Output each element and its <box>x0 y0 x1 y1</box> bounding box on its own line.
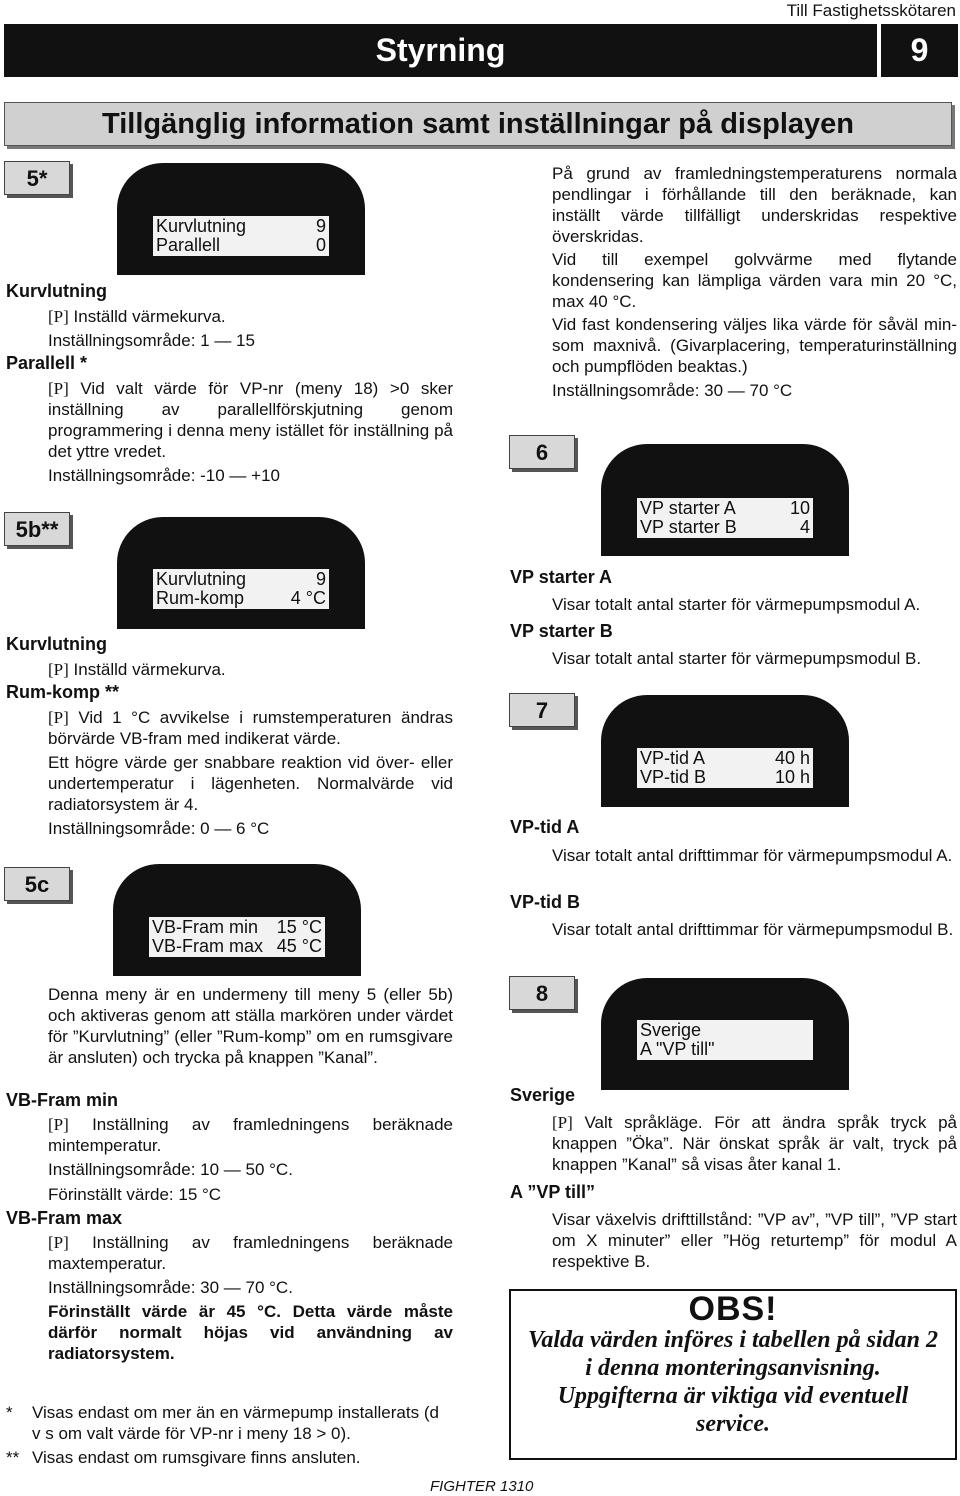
display-screen <box>153 569 329 609</box>
item-desc <box>48 1232 453 1274</box>
menu-tag-label: 7 <box>535 697 549 723</box>
item-range: Inställningsområde: 30 — 70 °C. <box>48 1278 293 1297</box>
display-label: VB-Fram max <box>152 936 264 956</box>
item-desc: Visar totalt antal starter för värmepumpsmodul B. <box>552 649 922 668</box>
obs-text: Valda värden införes i tabellen på sidan 2 i denna monteringsanvisning. Uppgifterna är viktiga vid eventuell service. <box>527 1327 939 1437</box>
display-label: VB-Fram min <box>152 917 259 937</box>
item-text: Inställning av framledningens beräknade mintemperatur. <box>48 1115 453 1155</box>
section-title-bar <box>4 24 877 77</box>
item-desc <box>48 707 453 749</box>
item-note: Förinställt värde är 45 °C. Detta värde måste därför normalt höjas vid användning av radiatorsystem. <box>48 1302 453 1363</box>
item-heading-vp-tid-b: VP-tid B <box>510 892 580 912</box>
display-row <box>156 236 326 255</box>
page-number-box <box>881 24 958 77</box>
display-panel-5 <box>117 163 365 275</box>
display-screen <box>153 216 329 256</box>
display-panel-5c <box>113 864 361 976</box>
obs-title: OBS! <box>688 1290 778 1328</box>
display-label: Kurvlutning <box>156 569 247 589</box>
display-label: VP-tid A <box>640 748 706 768</box>
display-panel-7 <box>601 695 849 807</box>
menu-tag-5b <box>4 512 70 546</box>
menu-tag-8 <box>509 976 575 1010</box>
menu-tag-5c <box>4 867 70 901</box>
item-desc <box>48 378 453 462</box>
menu-tag-label: 8 <box>535 980 549 1006</box>
item-range: Inställningsområde: 0 — 6 °C <box>48 819 270 838</box>
menu-tag-6 <box>509 435 575 469</box>
display-value: 9 <box>315 216 326 236</box>
item-range: Inställningsområde: -10 — +10 <box>48 466 280 485</box>
p-marker: [P] <box>48 379 69 398</box>
display-value: 9 <box>315 569 326 589</box>
item-heading-vp-starter-a: VP starter A <box>510 567 613 587</box>
item-heading-vb-fram-min: VB-Fram min <box>6 1090 119 1110</box>
display-label: VP starter A <box>640 498 736 518</box>
display-row <box>640 1021 810 1040</box>
menu-tag-label: 6 <box>535 439 549 465</box>
intro-paragraph: Vid till exempel golvvärme med flytande kondensering kan lämpliga värden vara min 20 °C, max 40 °C. <box>552 250 957 311</box>
item-desc: Visar totalt antal drifttimmar för värmepumpsmodul A. <box>552 846 953 865</box>
intro-paragraph: Inställningsområde: 30 — 70 °C <box>552 381 793 400</box>
display-panel-5b <box>117 517 365 629</box>
item-heading-kurvlutning: Kurvlutning <box>6 281 107 301</box>
footnote-mark: * <box>6 1403 13 1422</box>
item-desc: Visar växelvis drifttillstånd: ”VP av”, ”VP till”, ”VP start om X minuter” eller ”Hög returtemp” för modul A respektive B. <box>552 1210 957 1271</box>
footnote-text: Visas endast om mer än en värmepump installerats (d v s om valt värde för VP-nr i meny 18 > 0). <box>32 1403 439 1443</box>
p-marker: [P] <box>552 1113 573 1132</box>
item-text: Inställd värmekurva. <box>73 660 226 679</box>
page-title: Tillgänglig information samt inställningar på displayen <box>102 107 854 140</box>
item-text: Inställning av framledningens beräknade maxtemperatur. <box>48 1233 453 1273</box>
menu-tag-5 <box>4 161 70 195</box>
display-row <box>156 589 326 608</box>
item-heading-kurvlutning: Kurvlutning <box>6 634 107 654</box>
item-desc <box>48 306 458 327</box>
display-row <box>640 518 810 537</box>
item-preset: Förinställt värde: 15 °C <box>48 1185 222 1204</box>
display-screen <box>637 1020 813 1060</box>
intro-paragraph: På grund av framledningstemperaturens normala pendlingar i förhållande till den beräknade, kan inställt värde tillfälligt underskridas respektive överskridas. <box>552 164 957 246</box>
display-screen <box>637 748 813 788</box>
display-row <box>152 937 322 956</box>
display-panel-8 <box>601 978 849 1090</box>
audience-label: Till Fastighetsskötaren <box>786 1 956 20</box>
display-label: VP-tid B <box>640 767 707 787</box>
display-value: 45 °C <box>276 936 322 956</box>
item-desc: Visar totalt antal drifttimmar för värmepumpsmodul B. <box>552 920 954 939</box>
item-desc <box>552 1112 957 1175</box>
display-screen <box>149 917 325 957</box>
item-range: Inställningsområde: 1 — 15 <box>48 331 255 350</box>
display-label: A "VP till" <box>640 1039 715 1059</box>
obs-box <box>509 1289 957 1460</box>
item-extra: Ett högre värde ger snabbare reaktion vid över- eller undertemperatur i lägenheten. Normalvärde vid radiatorsystem är 4. <box>48 753 453 814</box>
display-label: Rum-komp <box>156 588 245 608</box>
display-row <box>152 918 322 937</box>
display-label: VP starter B <box>640 517 737 537</box>
display-screen <box>637 498 813 538</box>
p-marker: [P] <box>48 307 69 326</box>
p-marker: [P] <box>48 1233 69 1252</box>
intro-paragraph: Vid fast kondensering väljes lika värde för såväl min- som maxnivå. (Givarplacering, temperaturinställning och pumpflöden beaktas.) <box>552 315 957 376</box>
item-heading-vp-starter-b: VP starter B <box>510 621 613 641</box>
section-title: Styrning <box>375 32 506 68</box>
footnote-mark: ** <box>6 1448 20 1467</box>
display-panel-6 <box>601 444 849 556</box>
item-heading-parallell: Parallell * <box>6 353 88 373</box>
item-text: Vid valt värde för VP-nr (meny 18) >0 sker inställning av parallellförskjutning genom programmering i denna meny istället för inställning på det yttre vredet. <box>48 379 453 461</box>
item-heading-vp-till: A ”VP till” <box>510 1182 596 1202</box>
item-text: Inställd värmekurva. <box>73 307 226 326</box>
item-text: Valt språkläge. För att ändra språk tryck på knappen ”Öka”. När önskat språk är valt, tryck på knappen ”Kanal” så visas åter kanal 1. <box>552 1113 957 1174</box>
item-desc <box>48 1114 453 1156</box>
footer-product: FIGHTER 1310 <box>430 1478 534 1495</box>
display-value: 4 °C <box>290 588 326 608</box>
p-marker: [P] <box>48 1115 69 1134</box>
menu-tag-7 <box>509 693 575 727</box>
display-row <box>640 499 810 518</box>
item-desc: Visar totalt antal starter för värmepumpsmodul A. <box>552 595 921 614</box>
display-value: 10 <box>789 498 810 518</box>
display-row <box>640 1040 810 1059</box>
item-desc <box>48 659 226 680</box>
item-heading-sverige: Sverige <box>510 1085 576 1105</box>
display-value: 4 <box>799 517 810 537</box>
menu-tag-label: 5* <box>26 165 48 191</box>
display-label: Kurvlutning <box>156 216 247 236</box>
display-value: 15 °C <box>276 917 322 937</box>
display-row <box>156 570 326 589</box>
display-row <box>640 768 810 787</box>
item-range: Inställningsområde: 10 — 50 °C. <box>48 1160 293 1179</box>
page-number: 9 <box>910 32 929 68</box>
display-value: 0 <box>315 235 326 255</box>
item-heading-vb-fram-max: VB-Fram max <box>6 1208 123 1228</box>
display-value: 10 h <box>774 767 810 787</box>
menu-tag-label: 5b** <box>15 516 59 542</box>
menu-intro: Denna meny är en undermeny till meny 5 (eller 5b) och aktiveras genom att ställa markören under värdet för ”Kurvlutning” (eller ”Rum-komp” om en rumsgivare är ansluten) och trycka på knappen ”Kanal”. <box>48 985 453 1067</box>
footnote-text: Visas endast om rumsgivare finns ansluten. <box>32 1448 361 1467</box>
display-label: Parallell <box>156 235 221 255</box>
display-row <box>156 217 326 236</box>
item-heading-vp-tid-a: VP-tid A <box>510 817 580 837</box>
menu-tag-label: 5c <box>24 871 50 897</box>
item-text: Vid 1 °C avvikelse i rumstemperaturen ändras börvärde VB-fram med indikerat värde. <box>48 708 453 748</box>
p-marker: [P] <box>48 708 69 727</box>
page-title-box <box>4 102 952 146</box>
item-heading-rum-komp: Rum-komp ** <box>6 682 120 702</box>
display-row <box>640 749 810 768</box>
display-label: Sverige <box>640 1020 702 1040</box>
p-marker: [P] <box>48 660 69 679</box>
display-value: 40 h <box>774 748 810 768</box>
